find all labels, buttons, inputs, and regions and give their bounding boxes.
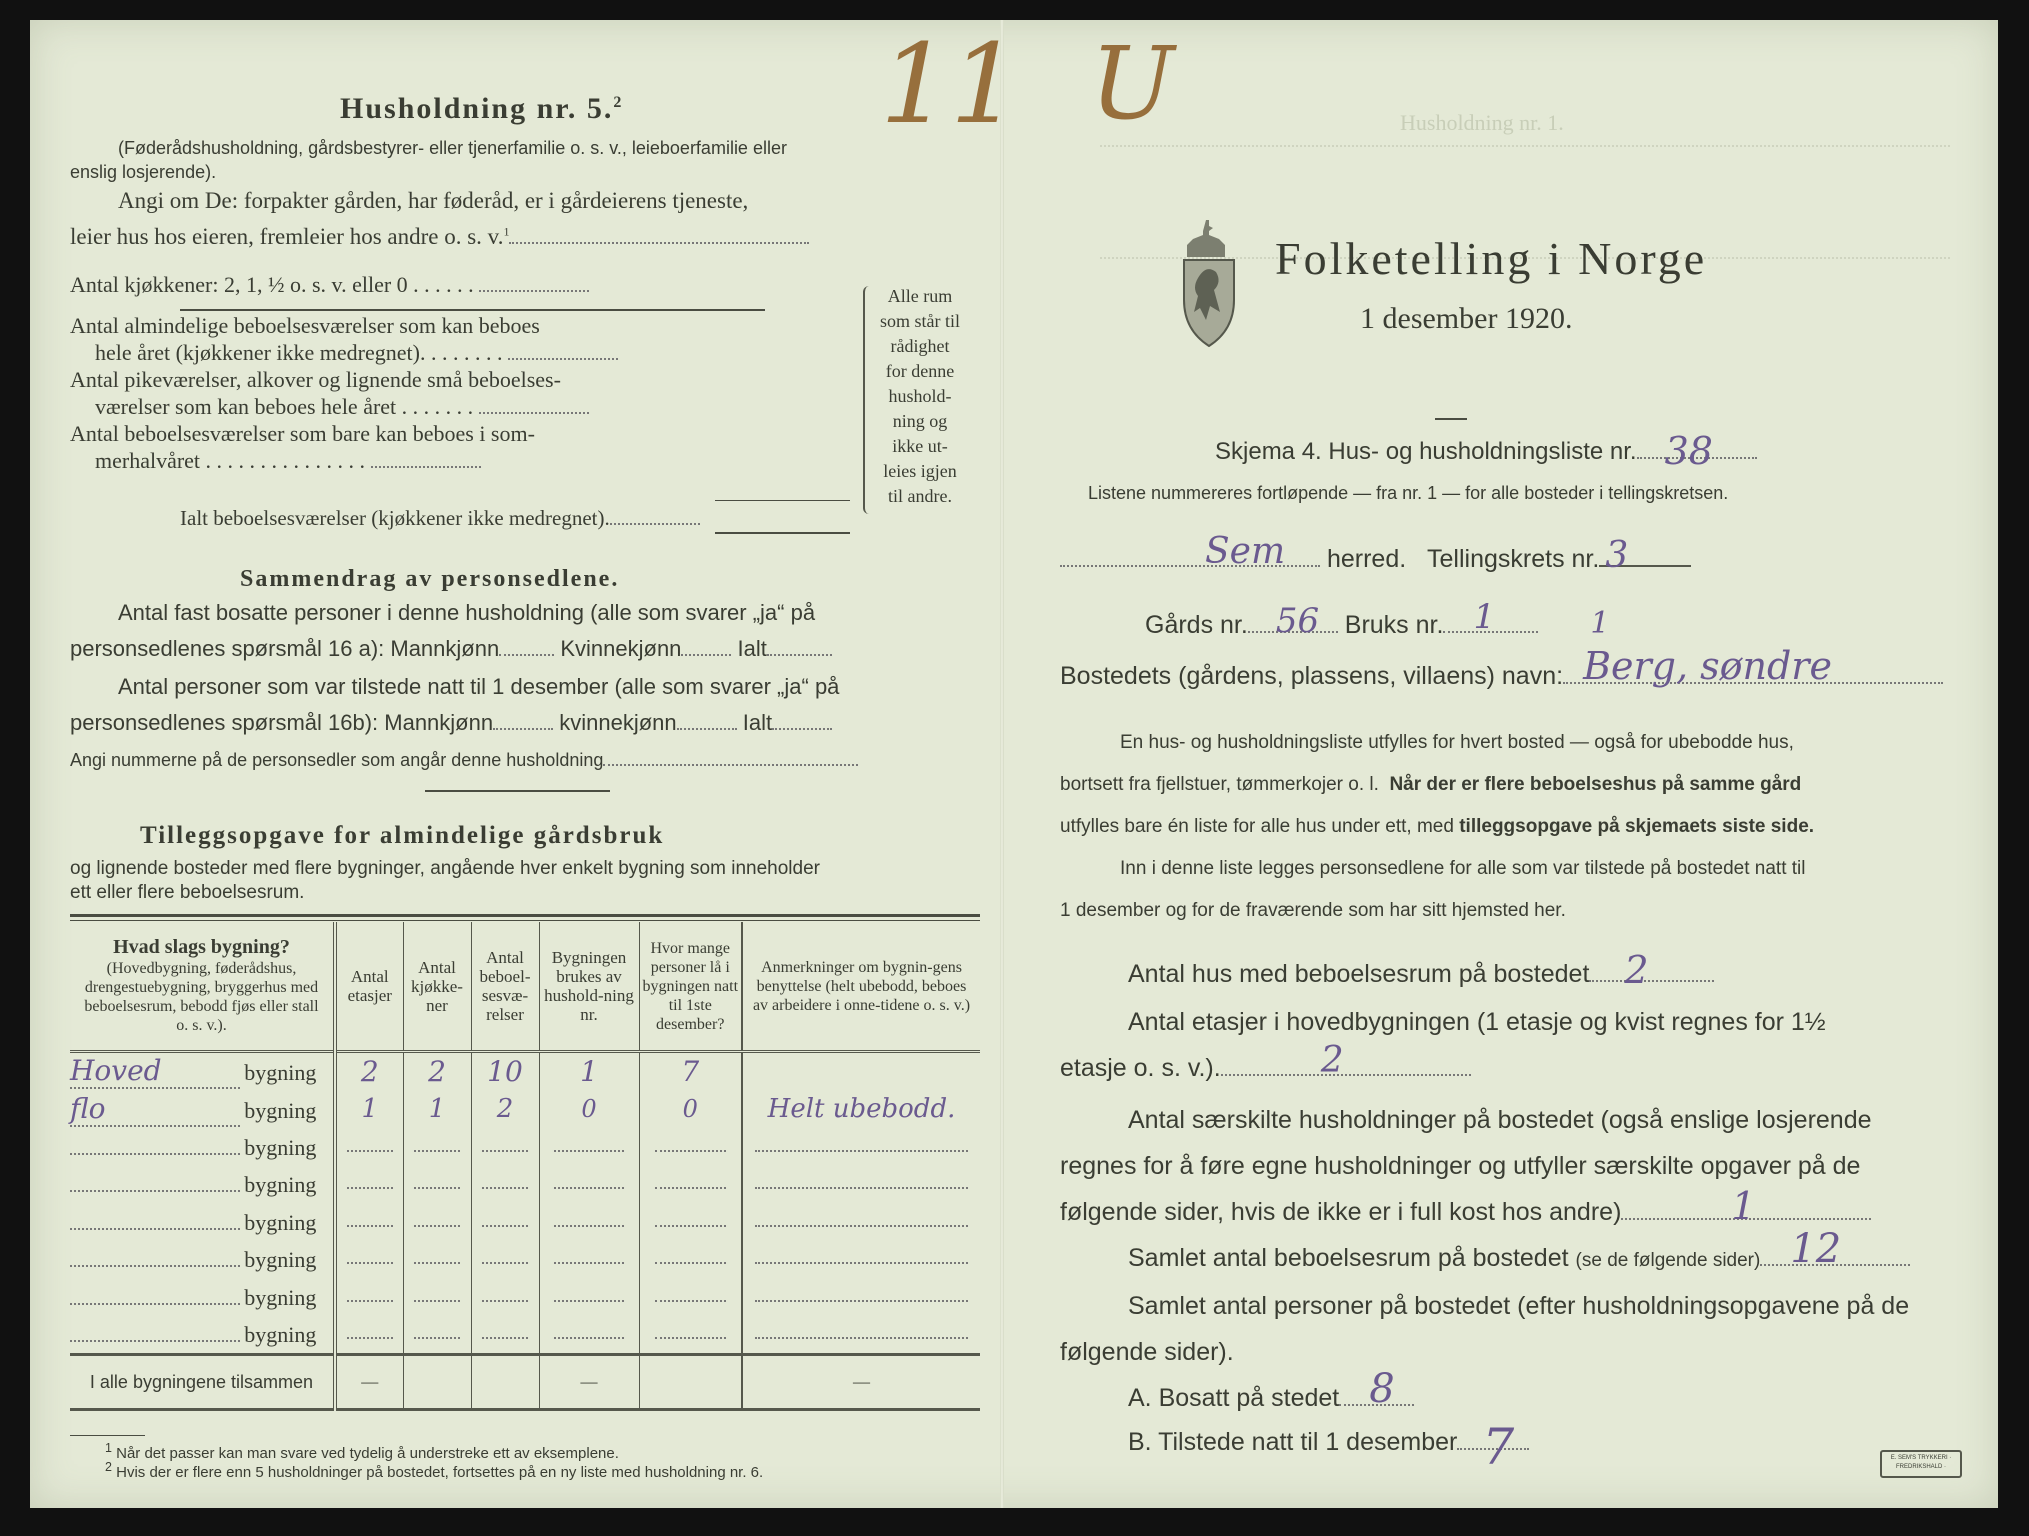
ordinary-rooms-field[interactable]: [508, 357, 618, 360]
floors-line-1: Antal etasjer i hovedbygningen (1 etasje og kvist regnes for 1½: [1128, 1008, 1826, 1036]
rooms-ordinary: Antal almindelige beboelsesværelser som kan beboes hele året (kjøkkener ikke medregnet). . . . . . . .: [70, 312, 618, 366]
rooms-cell[interactable]: [471, 1203, 539, 1241]
persons-cell[interactable]: [639, 1278, 742, 1316]
remarks-cell[interactable]: [742, 1278, 980, 1316]
building-type-cell[interactable]: Hoved bygning: [70, 1052, 335, 1091]
brace-note: Alle rum som står til rådighet for denne hushold- ning og ikke ut- leies igjen til andre.: [880, 286, 960, 506]
top-mark-left: 11: [880, 20, 1020, 148]
kitchens-cell[interactable]: [403, 1316, 471, 1355]
angi-line-2: leier hus hos eieren, fremleier hos andre o. s. v.$^1$: [70, 224, 809, 250]
remarks-cell[interactable]: [742, 1316, 980, 1355]
floors-cell[interactable]: [335, 1128, 403, 1166]
building-type-cell[interactable]: bygning: [70, 1278, 335, 1316]
supplement-sub-1: og lignende bosteder med flere bygninger, angående hver enkelt bygning som inneholder: [70, 858, 820, 879]
coat-of-arms-icon: [1180, 218, 1238, 348]
brace: [863, 286, 869, 514]
remarks-cell[interactable]: [742, 1203, 980, 1241]
summary-line-2b: personsedlenes spørsmål 16b): Mannkjønn kvinnekjønn Ialt: [70, 710, 832, 736]
households-line-2: regnes for å føre egne husholdninger og utfyller særskilte opgaver på de: [1060, 1152, 1861, 1180]
kitchens-cell[interactable]: [403, 1241, 471, 1279]
main-floors-field[interactable]: 2: [1221, 1074, 1471, 1076]
page-fold: [1000, 20, 1004, 1508]
floors-cell[interactable]: [335, 1278, 403, 1316]
rooms-cell[interactable]: [471, 1128, 539, 1166]
rooms-cell[interactable]: [471, 1241, 539, 1279]
table-row: [70, 1052, 980, 1091]
remarks-cell[interactable]: [742, 1241, 980, 1279]
present-total-field[interactable]: [772, 727, 832, 730]
building-type-cell[interactable]: bygning: [70, 1166, 335, 1204]
header-remarks: Anmerkninger om bygnin-gens benyttelse (helt ubebodd, beboes av arbeidere i onne-tidene o. s. v.): [742, 922, 980, 1052]
total-persons-line-1: Samlet antal personer på bostedet (efter husholdningsopgavene på de: [1128, 1292, 1910, 1320]
numbering-note: Listene nummereres fortløpende — fra nr. 1 — for alle bosteder i tellingskretsen.: [1088, 483, 1729, 503]
bosted-field[interactable]: Berg, søndre: [1563, 682, 1943, 684]
total-rooms: [471, 1355, 539, 1410]
footnote-1: $^1$ Når det passer kan man svare ved tydelig å understreke ett av eksemplene.: [105, 1441, 619, 1462]
floors-cell[interactable]: [335, 1316, 403, 1355]
total-remarks: —: [742, 1355, 980, 1410]
household-subtitle-2: enslig losjerende).: [70, 162, 217, 182]
header-building-type: Hvad slags bygning? (Hovedbygning, føderådshus, drengestuebygning, bryggerhus med beboelsesrum, bebodd fjøs eller stall o. s. v.).: [70, 922, 335, 1052]
header-persons: Hvor mange personer lå i bygningen natt til 1ste desember?: [639, 922, 742, 1052]
building-type-cell[interactable]: flo bygning: [70, 1091, 335, 1129]
document-date: 1 desember 1920.: [1360, 302, 1573, 335]
bosted-line: Bostedets (gårdens, plassens, villaens) navn: Berg, søndre: [1060, 662, 1943, 691]
total-used-by: —: [539, 1355, 639, 1410]
summary-title: Sammendrag av personsedlene.: [240, 566, 620, 592]
rooms-kitchens: Antal kjøkkener: 2, 1, ½ o. s. v. eller 0 . . . . . .: [70, 272, 589, 298]
footnote-2: $^2$ Hvis der er flere enn 5 husholdninger på bostedet, fortsettes på en ny liste med husholdning nr. 6.: [105, 1460, 764, 1481]
present-field[interactable]: 7: [1457, 1448, 1529, 1450]
gards-field[interactable]: 56: [1248, 631, 1338, 633]
header-kitchens: Antal kjøkke-ner: [403, 922, 471, 1052]
building-type-cell[interactable]: bygning: [70, 1316, 335, 1355]
top-mark-right: U: [1090, 25, 1175, 142]
rooms-total-field[interactable]: [610, 522, 700, 525]
kitchens-cell[interactable]: 1: [403, 1091, 471, 1129]
total-kitchens: [403, 1355, 471, 1410]
building-type-cell[interactable]: bygning: [70, 1241, 335, 1279]
used-by-cell[interactable]: [539, 1316, 639, 1355]
floors-cell[interactable]: [335, 1203, 403, 1241]
total-label: I alle bygningene tilsammen: [70, 1355, 335, 1410]
table-row: [70, 1091, 980, 1129]
resident-total-field[interactable]: [767, 653, 832, 656]
instruction-3: utfylles bare én liste for alle hus under ett, med tilleggsopgave på skjemaets siste side.: [1060, 816, 1815, 837]
household-title: Husholdning nr. 5.$^2$: [340, 92, 624, 125]
angi-answer-field[interactable]: [509, 241, 809, 244]
resident-field[interactable]: 8: [1339, 1404, 1414, 1406]
instruction-5: 1 desember og for de fraværende som har sitt hjemsted her.: [1060, 900, 1566, 921]
header-rooms: Antal beboel-sesvæ-relser: [471, 922, 539, 1052]
instruction-1: En hus- og husholdningsliste utfylles for hvert bosted — også for ubebodde hus,: [1120, 732, 1794, 753]
kitchens-cell[interactable]: 2: [403, 1052, 471, 1091]
building-type-cell[interactable]: bygning: [70, 1128, 335, 1166]
used-by-cell[interactable]: [539, 1241, 639, 1279]
document-title: Folketelling i Norge: [1275, 233, 1708, 284]
total-rooms-field[interactable]: 12: [1760, 1264, 1910, 1266]
used-by-cell[interactable]: [539, 1278, 639, 1316]
rooms-summer: Antal beboelsesværelser som bare kan beboes i som- merhalvåret . . . . . . . . . . . . . . .: [70, 421, 535, 473]
resident-male-field[interactable]: [499, 653, 554, 656]
households-line-3: følgende sider, hvis de ikke er i full kost hos andre) 1: [1060, 1198, 1871, 1227]
remarks-cell[interactable]: [742, 1128, 980, 1166]
houses-field[interactable]: 2: [1589, 980, 1714, 982]
present-female-field[interactable]: [677, 727, 737, 730]
gards-bruks-line: Gårds nr. 56 Bruks nr. 1 1: [1145, 597, 1610, 641]
persons-cell[interactable]: [639, 1128, 742, 1166]
total-persons-line-2: følgende sider).: [1060, 1338, 1234, 1366]
rooms-cell[interactable]: [471, 1278, 539, 1316]
floors-cell[interactable]: [335, 1241, 403, 1279]
herred-line: Sem herred. Tellingskrets nr. 3: [1060, 545, 1691, 574]
resident-line: A. Bosatt på stedet 8: [1128, 1384, 1414, 1413]
summer-rooms-field[interactable]: [371, 465, 481, 468]
used-by-cell[interactable]: [539, 1166, 639, 1204]
building-table-header: [70, 922, 980, 1052]
persons-cell[interactable]: 7: [639, 1052, 742, 1091]
floors-line-2: etasje o. s. v.). 2: [1060, 1054, 1471, 1083]
table-row: [70, 1241, 980, 1279]
rooms-cell[interactable]: 2: [471, 1091, 539, 1129]
rooms-small: Antal pikeværelser, alkover og lignende små beboelses- værelser som kan beboes hele året . . . . . . .: [70, 366, 589, 420]
summary-line-2a: Antal personer som var tilstede natt til 1 desember (alle som svarer „ja“ på: [118, 674, 840, 699]
supplement-title: Tilleggsopgave for almindelige gårdsbruk: [140, 822, 665, 849]
kitchens-cell[interactable]: [403, 1166, 471, 1204]
kitchens-cell[interactable]: [403, 1203, 471, 1241]
header-used-by: Bygningen brukes av hushold-ning nr.: [539, 922, 639, 1052]
kitchens-field[interactable]: [479, 289, 589, 292]
instruction-4: Inn i denne liste legges personsedlene for alle som var tilstede på bostedet natt til: [1120, 858, 1806, 879]
persons-cell[interactable]: 0: [639, 1091, 742, 1129]
floors-cell[interactable]: [335, 1166, 403, 1204]
rooms-total: Ialt beboelsesværelser (kjøkkener ikke medregnet).: [180, 506, 700, 531]
rooms-cell[interactable]: [471, 1316, 539, 1355]
table-total-row: [70, 1355, 980, 1410]
herred-field[interactable]: Sem: [1060, 565, 1320, 567]
person-numbers-field[interactable]: [603, 763, 858, 766]
used-by-cell[interactable]: 0: [539, 1091, 639, 1129]
total-rooms-line: Samlet antal beboelsesrum på bostedet (se de følgende sider) 12: [1128, 1244, 1910, 1273]
supplement-sub-2: ett eller flere beboelsesrum.: [70, 882, 305, 903]
households-line-1: Antal særskilte husholdninger på bostedet (også enslige losjerende: [1128, 1106, 1872, 1134]
printer-stamp: E. SEM'S TRYKKERI · FREDRIKSHALD ·: [1880, 1450, 1962, 1478]
used-by-cell[interactable]: 1: [539, 1052, 639, 1091]
remarks-cell[interactable]: [742, 1052, 980, 1091]
summary-line-1a: Antal fast bosatte personer i denne husholdning (alle som svarer „ja“ på: [118, 600, 816, 625]
schema-line: Skjema 4. Hus- og husholdningsliste nr. 38: [1215, 438, 1757, 466]
persons-cell[interactable]: [639, 1203, 742, 1241]
floors-cell[interactable]: 1: [335, 1091, 403, 1129]
rooms-cell[interactable]: 10: [471, 1052, 539, 1091]
table-row: [70, 1128, 980, 1166]
remarks-cell[interactable]: Helt ubebodd.: [742, 1091, 980, 1129]
table-row: [70, 1316, 980, 1355]
household-subtitle: (Føderådshusholdning, gårdsbestyrer- eller tjenerfamilie o. s. v., leieboerfamilie eller: [118, 138, 787, 158]
small-rooms-field[interactable]: [479, 411, 589, 414]
persons-cell[interactable]: [639, 1316, 742, 1355]
bruks-extra: 1: [1590, 606, 1610, 641]
persons-cell[interactable]: [639, 1166, 742, 1204]
persons-cell[interactable]: [639, 1241, 742, 1279]
total-floors: —: [335, 1355, 403, 1410]
building-table: [70, 922, 980, 1411]
table-row: [70, 1166, 980, 1204]
present-male-field[interactable]: [493, 727, 553, 730]
angi-line-1: Angi om De: forpakter gården, har føderåd, er i gårdeierens tjeneste,: [118, 188, 749, 213]
used-by-cell[interactable]: [539, 1128, 639, 1166]
bruks-field[interactable]: 1: [1443, 631, 1538, 633]
floors-cell[interactable]: 2: [335, 1052, 403, 1091]
summary-line-3: Angi nummerne på de personsedler som angår denne husholdning: [70, 750, 858, 771]
remarks-cell[interactable]: [742, 1166, 980, 1204]
houses-line: Antal hus med beboelsesrum på bostedet 2: [1128, 960, 1714, 989]
present-line: B. Tilstede natt til 1 desember 7: [1128, 1428, 1529, 1457]
resident-female-field[interactable]: [681, 653, 731, 656]
kitchens-cell[interactable]: [403, 1278, 471, 1316]
summary-line-1b: personsedlenes spørsmål 16 a): Mannkjønn Kvinnekjønn Ialt: [70, 636, 832, 662]
header-floors: Antal etasjer: [335, 922, 403, 1052]
kitchens-cell[interactable]: [403, 1128, 471, 1166]
building-type-cell[interactable]: bygning: [70, 1203, 335, 1241]
total-persons: [639, 1355, 742, 1410]
used-by-cell[interactable]: [539, 1203, 639, 1241]
table-row: [70, 1278, 980, 1316]
rooms-cell[interactable]: [471, 1166, 539, 1204]
table-row: [70, 1203, 980, 1241]
krets-field[interactable]: 3: [1599, 565, 1691, 567]
instruction-2: bortsett fra fjellstuer, tømmerkojer o. l. Når der er flere beboelseshus på samme gård: [1060, 774, 1802, 795]
list-number-field[interactable]: 38: [1637, 457, 1757, 459]
households-field[interactable]: 1: [1621, 1218, 1871, 1220]
